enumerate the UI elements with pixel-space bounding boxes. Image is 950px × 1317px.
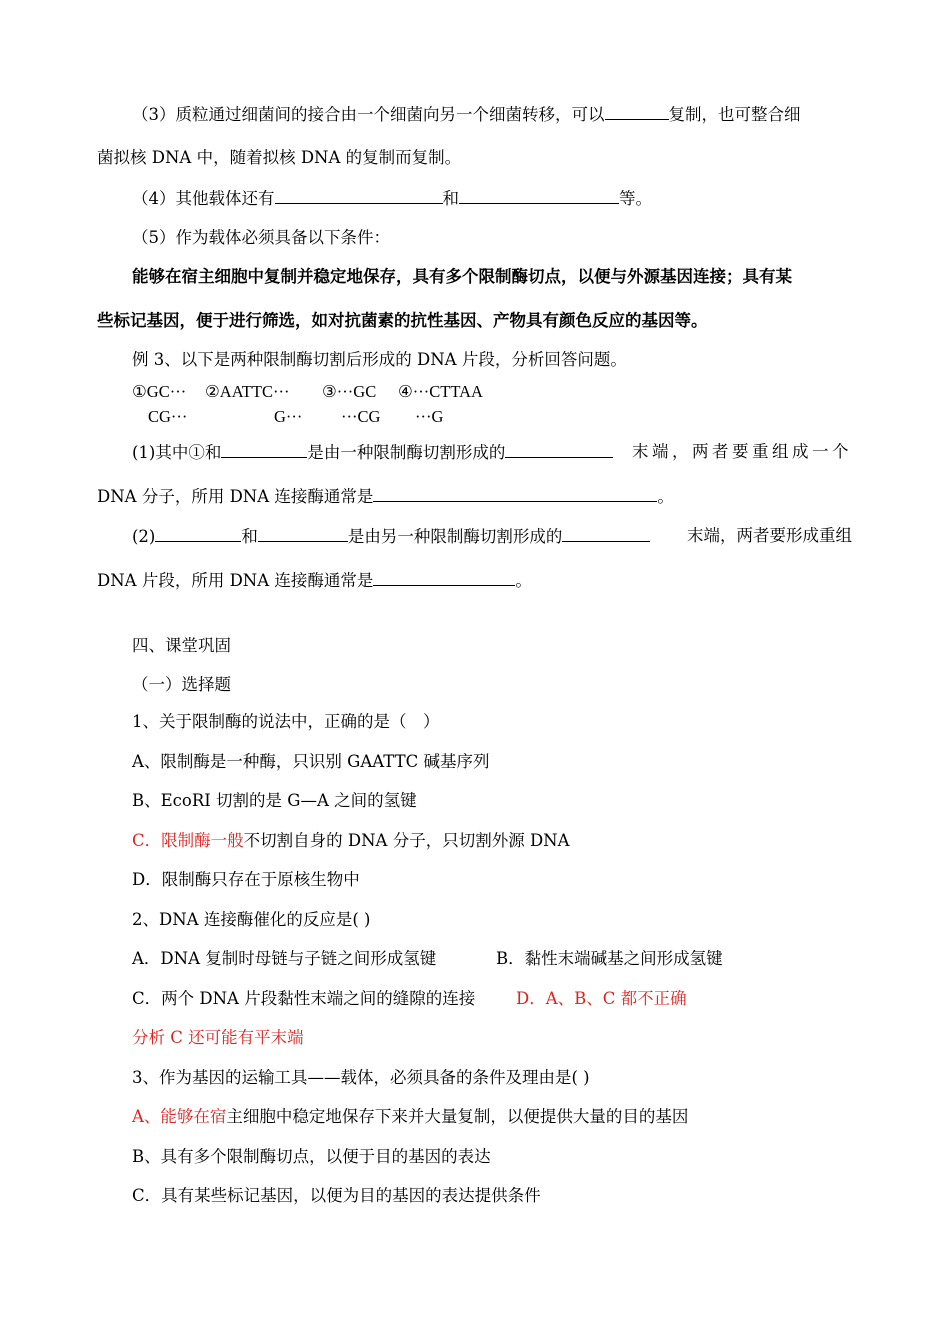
fragment-1-bottom: CG··· — [148, 407, 188, 426]
example3-intro: 例 3、以下是两种限制酶切割后形成的 DNA 片段，分析回答问题。 — [132, 350, 627, 369]
question-3-stem: 3、作为基因的运输工具——载体，必须具备的条件及理由是( ) — [132, 1068, 590, 1087]
p5-bold-line2: 些标记基因，便于进行筛选，如对抗菌素的抗性基因、产物具有颜色反应的基因等。 — [97, 311, 708, 330]
fragment-4-top: ④···CTTAA — [398, 382, 483, 401]
question-1-option-c: C．限制酶一般不切割自身的 DNA 分子，只切割外源 DNA — [132, 831, 570, 850]
fragment-3-top: ③···GC — [322, 382, 377, 401]
blank-field[interactable] — [221, 441, 307, 458]
fragment-3-bottom: ···CG — [341, 407, 381, 426]
question-1-stem: 1、关于限制酶的说法中，正确的是（ ） — [132, 712, 440, 731]
ex3-q1-line1: (1)其中①和 是由一种限制酶切割形成的 末端，两者要重组成一个 — [132, 442, 852, 462]
question-2-option-c: C．两个 DNA 片段黏性末端之间的缝隙的连接 — [132, 989, 476, 1008]
blank-field[interactable] — [155, 525, 241, 542]
p4-line: （4）其他载体还有 和 等。 — [132, 189, 652, 208]
question-2-stem: 2、DNA 连接酶催化的反应是( ) — [132, 910, 371, 929]
question-3-option-c: C．具有某些标记基因，以便为目的基因的表达提供条件 — [132, 1186, 541, 1205]
fragment-1-top: ①GC··· — [132, 382, 187, 401]
ex3-q2-line1: (2) 和 是由另一种限制酶切割形成的 末端，两者要形成重组 — [132, 526, 852, 546]
p5-title: （5）作为载体必须具备以下条件： — [132, 228, 390, 247]
question-3-option-b: B、具有多个限制酶切点，以便于目的基因的表达 — [132, 1147, 491, 1166]
fragment-2-bottom: G··· — [274, 407, 303, 426]
blank-field[interactable] — [258, 525, 348, 542]
question-2-option-b: B．黏性末端碱基之间形成氢键 — [496, 949, 723, 968]
blank-field[interactable] — [505, 441, 613, 458]
blank-field[interactable] — [605, 103, 669, 120]
p3-line2: 菌拟核 DNA 中，随着拟核 DNA 的复制而复制。 — [97, 148, 462, 167]
blank-field[interactable] — [459, 187, 619, 204]
blank-field[interactable] — [373, 485, 657, 502]
fragment-4-bottom: ···G — [415, 407, 444, 426]
question-2-option-a: A．DNA 复制时母链与子链之间形成氢键 — [132, 949, 437, 968]
subsection-heading: （一）选择题 — [132, 675, 231, 694]
p3-line1: （3）质粒通过细菌间的接合由一个细菌向另一个细菌转移，可以 复制，也可整合细 — [132, 105, 801, 124]
question-1-option-a: A、限制酶是一种酶，只识别 GAATTC 碱基序列 — [132, 752, 490, 771]
section-heading: 四、课堂巩固 — [132, 636, 231, 655]
blank-field[interactable] — [562, 525, 650, 542]
fragment-2-top: ②AATTC··· — [205, 382, 290, 401]
blank-field[interactable] — [275, 187, 443, 204]
blank-field[interactable] — [373, 569, 515, 586]
question-2-analysis: 分析 C 还可能有平末端 — [132, 1028, 304, 1047]
question-1-option-b: B、EcoRI 切割的是 G—A 之间的氢键 — [132, 791, 417, 810]
ex3-q1-line2: DNA 分子，所用 DNA 连接酶通常是 。 — [97, 487, 674, 506]
p5-bold-line1: 能够在宿主细胞中复制并稳定地保存，具有多个限制酶切点，以便与外源基因连接；具有某 — [132, 267, 792, 286]
question-3-option-a: A、能够在宿主细胞中稳定地保存下来并大量复制，以便提供大量的目的基因 — [132, 1107, 689, 1126]
question-2-option-d: D．A、B、C 都不正确 — [516, 989, 687, 1008]
question-1-option-d: D．限制酶只存在于原核生物中 — [132, 870, 360, 889]
ex3-q2-line2: DNA 片段，所用 DNA 连接酶通常是 。 — [97, 571, 532, 590]
